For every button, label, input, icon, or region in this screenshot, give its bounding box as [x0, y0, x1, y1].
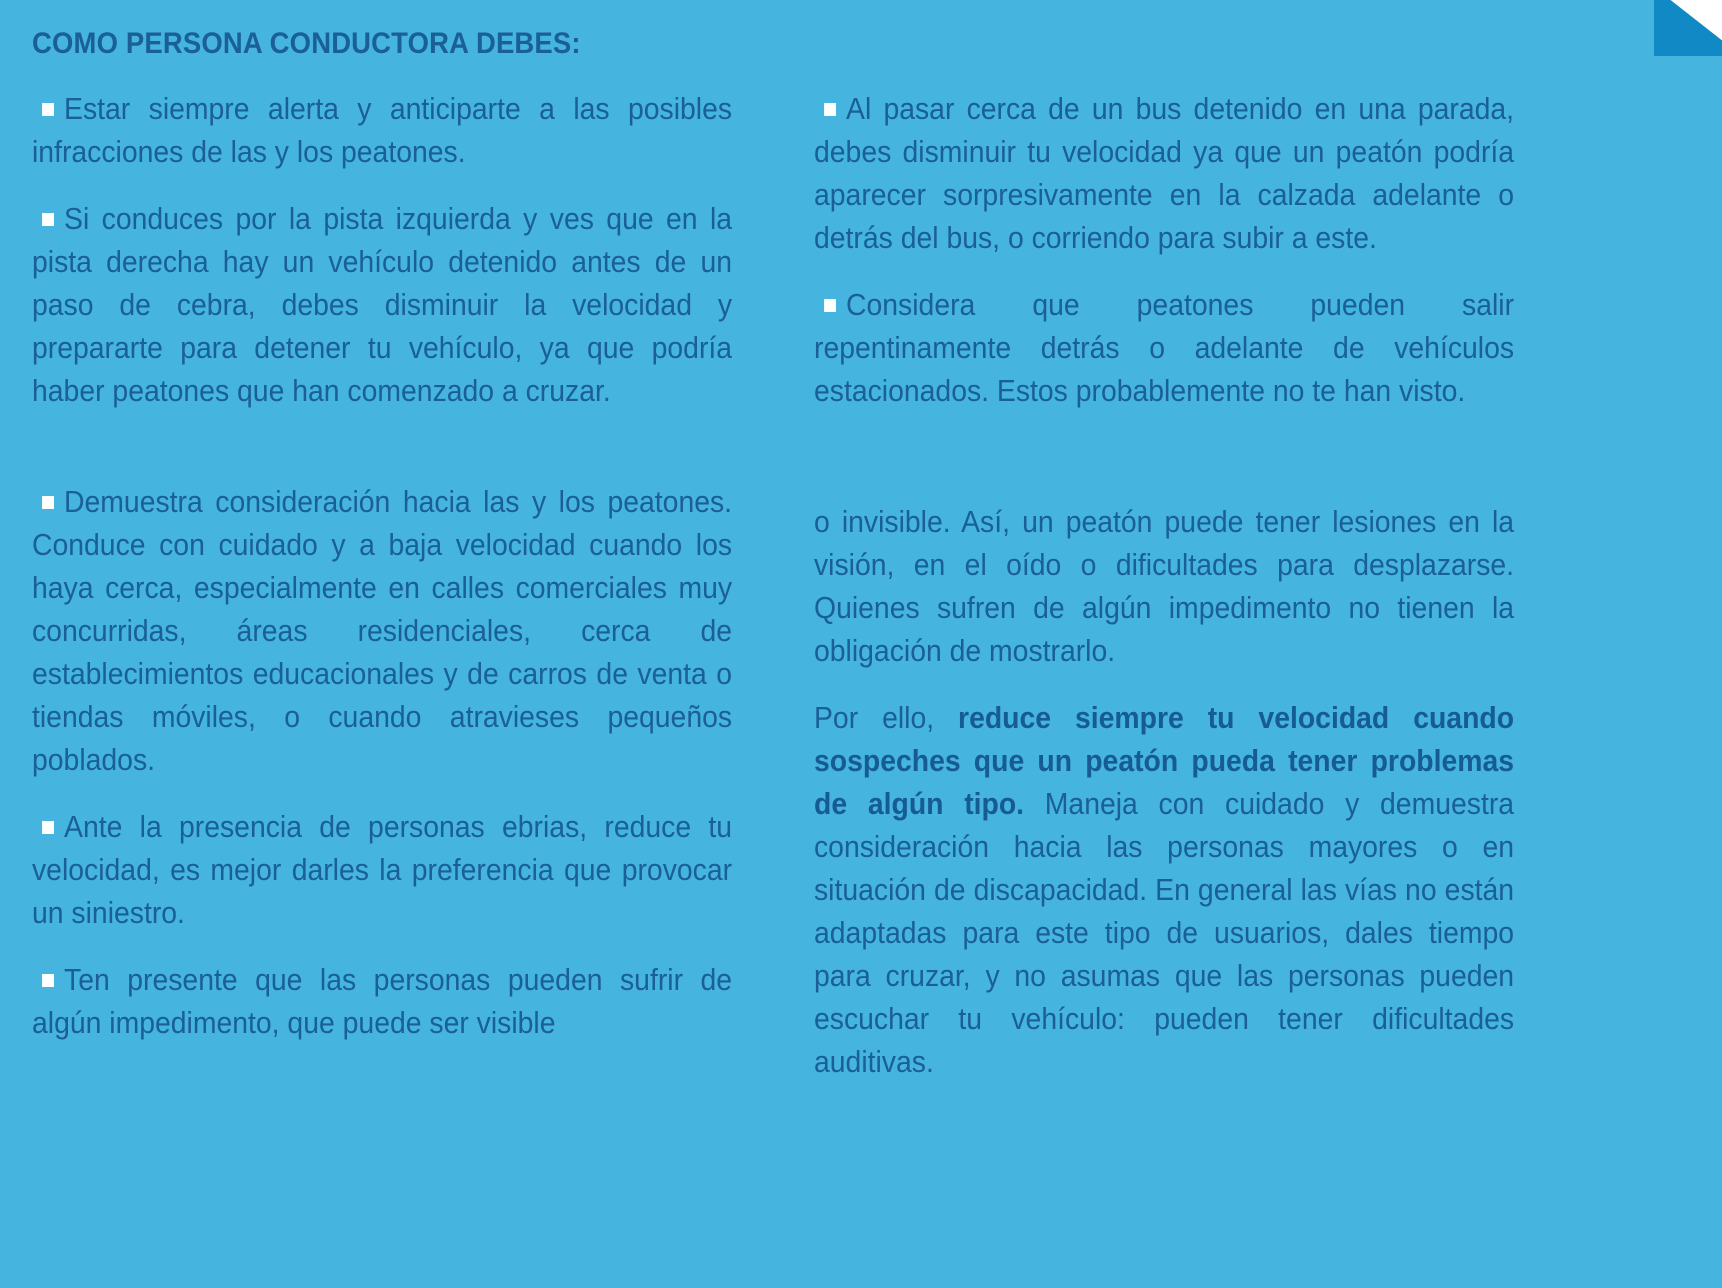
- list-item-text: Si conduces por la pista izquierda y ves que en la pista derecha hay un vehículo detenido antes de un paso de cebra, debes disminuir la velocidad y prepararte para detener tu vehículo, ya que podría haber peatones que han comenzado a cruzar.: [32, 201, 733, 409]
- square-bullet-icon: [824, 103, 836, 116]
- list-item-text: Demuestra consideración hacia las y los peatones. Conduce con cuidado y a baja velocidad cuando los haya cerca, especialmente en calles comerciales muy concurridas, áreas residenciales, cerca de establecimientos educacionales y de carros de venta o tiendas móviles, o cuando atravieses pequeños poblados.: [32, 484, 733, 778]
- two-column-body: [32, 87, 1688, 1083]
- list-item: [32, 480, 732, 781]
- list-item-text: Considera que peatones pueden salir repentinamente detrás o adelante de vehículos estacionados. Estos probablemente no te han visto.: [814, 287, 1515, 409]
- list-item-text: Estar siempre alerta y anticiparte a las posibles infracciones de las y los peatones.: [32, 91, 733, 170]
- corner-fold-cut-triangle: [1668, 0, 1722, 42]
- list-item: [32, 805, 732, 934]
- paragraph-lead-text: Por ello,: [814, 700, 959, 736]
- corner-fold-decoration: [1654, 0, 1722, 56]
- right-column: [814, 87, 1514, 1083]
- paragraph-bold-text: reduce siempre tu velocidad cuando sospeches que un peatón pueda tener problemas de algún tipo.: [814, 700, 1515, 822]
- square-bullet-icon: [824, 299, 836, 312]
- body-paragraph-emphasis: [814, 696, 1514, 1083]
- list-item: [32, 958, 732, 1044]
- square-bullet-icon: [42, 496, 54, 509]
- square-bullet-icon: [42, 103, 54, 116]
- square-bullet-icon: [42, 821, 54, 834]
- list-item-text: Ante la presencia de personas ebrias, reduce tu velocidad, es mejor darles la preferencia que provocar un siniestro.: [32, 809, 733, 931]
- paragraph-tail-text: Maneja con cuidado y demuestra consideración hacia las personas mayores o en situación de discapacidad. En general las vías no están adaptadas para este tipo de usuarios, dales tiempo para cruzar, y no asumas que las personas pueden escuchar tu vehículo: pueden tener dificultades auditivas.: [814, 786, 1515, 1080]
- body-paragraph: [814, 500, 1514, 672]
- page-title: COMO PERSONA CONDUCTORA DEBES:: [32, 27, 581, 60]
- list-item: [32, 197, 732, 412]
- square-bullet-icon: [42, 213, 54, 226]
- list-item: [814, 283, 1514, 412]
- column-spacer: [32, 436, 732, 480]
- square-bullet-icon: [42, 974, 54, 987]
- left-column: [32, 87, 732, 1044]
- list-item: [814, 87, 1514, 259]
- column-spacer: [814, 436, 1514, 500]
- list-item: [32, 87, 732, 173]
- list-item-text: Ten presente que las personas pueden sufrir de algún impedimento, que puede ser visible: [32, 962, 733, 1041]
- paragraph-text: o invisible. Así, un peatón puede tener lesiones en la visión, en el oído o dificultades para desplazarse. Quienes sufren de algún impedimento no tienen la obligación de mostrarlo.: [814, 504, 1515, 669]
- list-item-text: Al pasar cerca de un bus detenido en una parada, debes disminuir tu velocidad ya que un peatón podría aparecer sorpresivamente en la calzada adelante o detrás del bus, o corriendo para subir a este.: [814, 91, 1515, 256]
